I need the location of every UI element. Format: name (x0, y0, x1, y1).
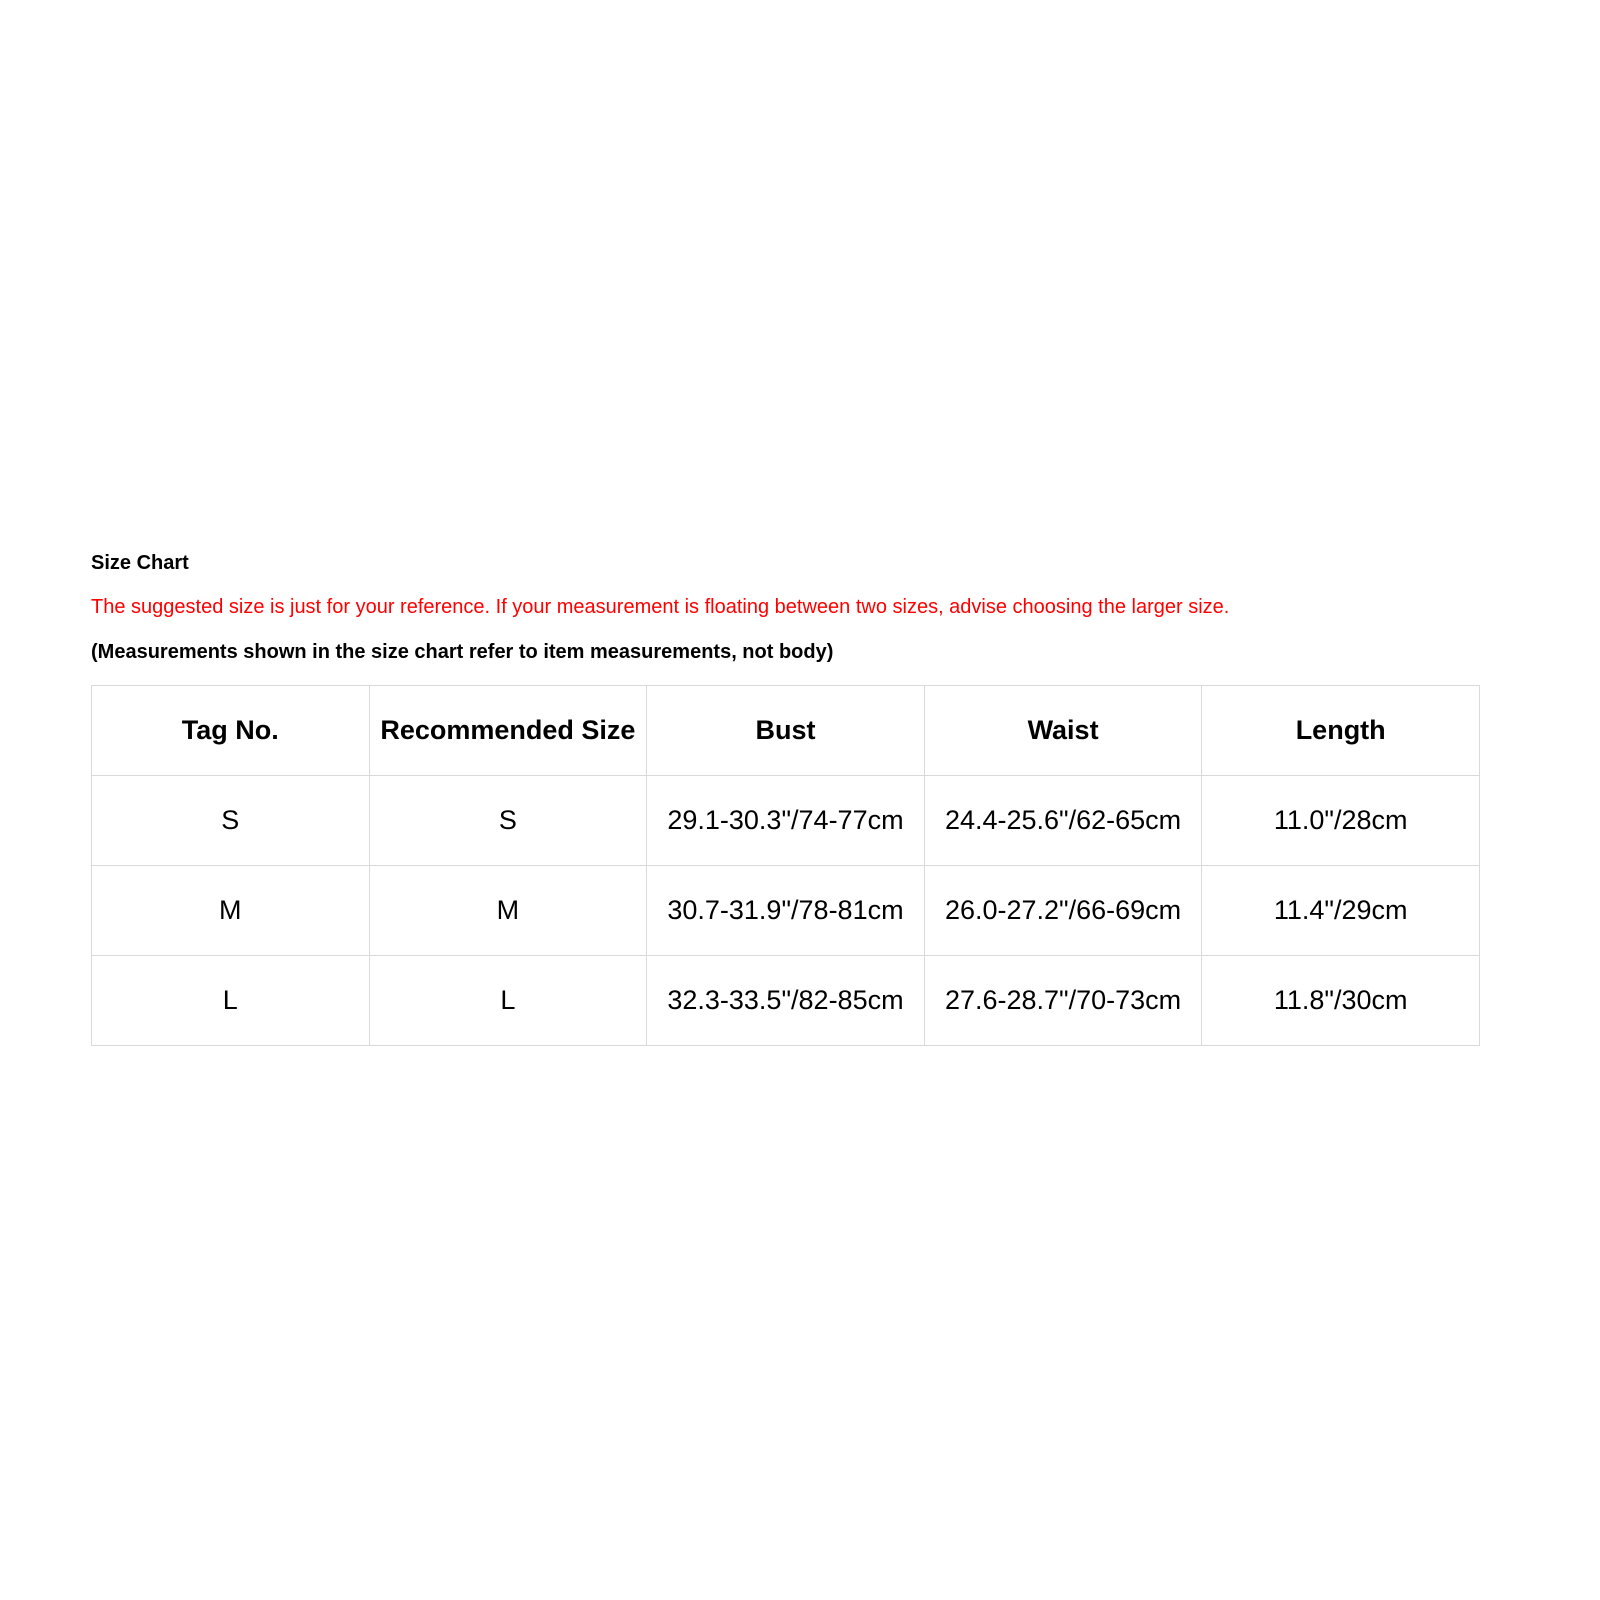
size-table (91, 685, 1480, 1046)
cell-recommended-size: L (369, 956, 647, 1046)
cell-tag-no: S (92, 776, 370, 866)
cell-bust: 29.1-30.3"/74-77cm (647, 776, 925, 866)
table-row (92, 776, 1480, 866)
cell-recommended-size: M (369, 866, 647, 956)
size-notice: The suggested size is just for your reference. If your measurement is floating between two sizes, advise choosing the larger size. (91, 596, 1230, 618)
header-tag-no: Tag No. (92, 686, 370, 776)
cell-recommended-size: S (369, 776, 647, 866)
table-row (92, 866, 1480, 956)
size-chart-section (91, 551, 1480, 1015)
cell-length: 11.4"/29cm (1202, 866, 1480, 956)
cell-tag-no: L (92, 956, 370, 1046)
cell-waist: 24.4-25.6"/62-65cm (924, 776, 1202, 866)
header-waist: Waist (924, 686, 1202, 776)
cell-tag-no: M (92, 866, 370, 956)
measurement-note: (Measurements shown in the size chart refer to item measurements, not body) (91, 641, 834, 663)
cell-waist: 26.0-27.2"/66-69cm (924, 866, 1202, 956)
table-header-row (92, 686, 1480, 776)
cell-bust: 30.7-31.9"/78-81cm (647, 866, 925, 956)
table-row (92, 956, 1480, 1046)
cell-bust: 32.3-33.5"/82-85cm (647, 956, 925, 1046)
cell-length: 11.8"/30cm (1202, 956, 1480, 1046)
cell-waist: 27.6-28.7"/70-73cm (924, 956, 1202, 1046)
header-bust: Bust (647, 686, 925, 776)
cell-length: 11.0"/28cm (1202, 776, 1480, 866)
header-length: Length (1202, 686, 1480, 776)
size-chart-title: Size Chart (91, 552, 189, 574)
header-recommended-size: Recommended Size (369, 686, 647, 776)
